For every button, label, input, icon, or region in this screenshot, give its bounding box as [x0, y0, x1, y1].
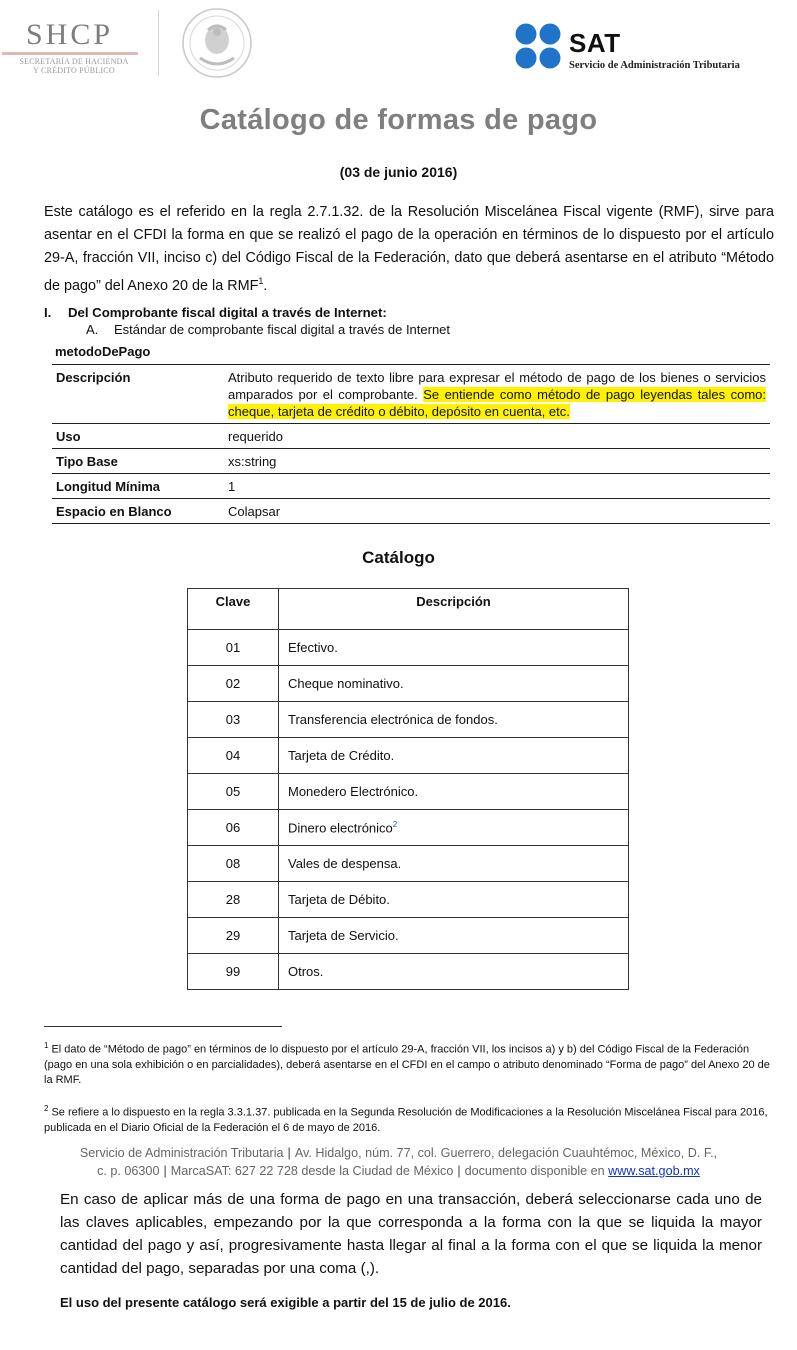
- catalog-descripcion: Monedero Electrónico.: [279, 774, 629, 810]
- footnote-separator: [44, 1026, 282, 1027]
- section-title: Del Comprobante fiscal digital a través de Internet:: [68, 305, 387, 320]
- catalog-descripcion: Vales de despensa.: [279, 846, 629, 882]
- catalog-clave: 05: [188, 774, 279, 810]
- catalog-col-descripcion: Descripción: [279, 589, 629, 630]
- footnote-text: El dato de “Método de pago” en términos de lo dispuesto por el artículo 29-A, fracción VII, los incisos a) y b) del Código Fiscal de la Federación (pago en una sola exhibición o en parcialidades), deberá asentarse en el CFDI en el campo o atributo denominado “Forma de pago” del Anexo 20 de la RMF.: [44, 1043, 770, 1086]
- intro-footnote-ref: 1: [258, 276, 264, 286]
- catalog-descripcion: Otros.: [279, 954, 629, 990]
- catalog-col-clave: Clave: [188, 589, 279, 630]
- section-number: I.: [44, 305, 52, 320]
- footnote-number: 2: [44, 1104, 49, 1113]
- catalog-descripcion: Cheque nominativo.: [279, 666, 629, 702]
- catalog-row: [188, 738, 629, 774]
- footer-address: Av. Hidalgo, núm. 77, col. Guerrero, delegación Cuauhtémoc, México, D. F.,: [294, 1146, 718, 1160]
- catalog-row: [188, 702, 629, 738]
- sat-logo-icon: [514, 22, 564, 72]
- shcp-logo-text: SHCP: [26, 18, 114, 51]
- footer-org: Servicio de Administración Tributaria: [79, 1146, 284, 1160]
- footer-line-2: [40, 1162, 757, 1180]
- catalog-descripcion: [279, 810, 629, 846]
- catalog-clave: 06: [188, 810, 279, 846]
- footnote-number: 1: [44, 1041, 49, 1050]
- catalog-row: [188, 666, 629, 702]
- attribute-row: [52, 424, 770, 449]
- intro-end: .: [263, 277, 268, 294]
- attribute-label: Uso: [52, 424, 224, 449]
- catalog-row: [188, 774, 629, 810]
- sat-website-link[interactable]: www.sat.gob.mx: [608, 1164, 700, 1178]
- final-note: El uso del presente catálogo será exigible a partir del 15 de julio de 2016.: [60, 1295, 511, 1310]
- catalog-descripcion-text: Dinero electrónico: [288, 820, 393, 836]
- shcp-sub-line1: SECRETARÍA DE HACIENDA: [19, 57, 129, 66]
- sat-subtitle: Servicio de Administración Tributaria: [569, 60, 740, 71]
- attribute-label: Descripción: [52, 365, 224, 424]
- catalog-row: [188, 954, 629, 990]
- footnote-2-ref[interactable]: 2: [392, 819, 398, 829]
- catalog-clave: 03: [188, 702, 279, 738]
- footnote-2: [44, 1101, 774, 1136]
- header-divider: [158, 10, 159, 76]
- intro-paragraph: [44, 201, 774, 298]
- closing-paragraph: En caso de aplicar más de una forma de pago en una transacción, deberá seleccionarse cada uno de las claves aplicables, empezando por la que corresponda a la forma con la que se liquida la mayor cantidad del pago y así, progresivamente hasta llegar al final a la forma con el que se liquida la menor cantidad del pago, separadas por una coma (,).: [60, 1191, 762, 1277]
- catalog-clave: 01: [188, 630, 279, 666]
- mexico-seal-icon: [178, 6, 256, 80]
- footer-separator: |: [163, 1164, 167, 1178]
- catalog-clave: 08: [188, 846, 279, 882]
- shcp-logo-divider: [2, 52, 138, 55]
- footer-availability: documento disponible en: [464, 1164, 605, 1178]
- catalog-descripcion: Tarjeta de Servicio.: [279, 918, 629, 954]
- attribute-row: [52, 449, 770, 474]
- descripcion-highlight: Se entiende como método de pago leyendas tales como: cheque, tarjeta de crédito o débito, depósito en cuenta, etc.: [228, 387, 766, 419]
- catalog-descripcion: Tarjeta de Crédito.: [279, 738, 629, 774]
- catalog-clave: 29: [188, 918, 279, 954]
- attribute-value: xs:string: [224, 449, 770, 474]
- catalog-clave: 99: [188, 954, 279, 990]
- footer-line-1: [40, 1144, 757, 1162]
- catalog-row: [188, 918, 629, 954]
- catalog-table: [187, 588, 629, 990]
- shcp-logo-subtitle: [15, 57, 133, 75]
- attribute-value: requerido: [224, 424, 770, 449]
- subsection-letter: A.: [86, 322, 99, 337]
- shcp-sub-line2: Y CRÉDITO PÚBLICO: [33, 66, 115, 75]
- document-date: (03 de junio 2016): [339, 164, 458, 180]
- footnote-1: [44, 1038, 774, 1088]
- attribute-label: Longitud Mínima: [52, 474, 224, 499]
- descripcion-text: Atributo requerido de texto libre para expresar el método de pago de los bienes o servicios amparados por el comprobante.: [228, 370, 766, 402]
- catalog-clave: 02: [188, 666, 279, 702]
- section-heading: [44, 305, 387, 320]
- catalog-descripcion: Transferencia electrónica de fondos.: [279, 702, 629, 738]
- attribute-table: [52, 364, 770, 524]
- catalog-row: [188, 882, 629, 918]
- footer-postal-code: c. p. 06300: [97, 1164, 160, 1178]
- catalog-row: [188, 630, 629, 666]
- page-footer: [40, 1144, 757, 1180]
- attribute-row-descripcion: [52, 365, 770, 424]
- catalog-clave: 28: [188, 882, 279, 918]
- attribute-value: Colapsar: [224, 499, 770, 524]
- catalog-title: Catálogo: [362, 548, 435, 567]
- attribute-label: Tipo Base: [52, 449, 224, 474]
- sat-logo-text: SAT: [569, 28, 621, 58]
- footer-separator: |: [457, 1164, 461, 1178]
- intro-text: Este catálogo es el referido en la regla 2.7.1.32. de la Resolución Miscelánea Fiscal vigente (RMF), sirve para asentar en el CFDI la forma en que se realizó el pago de la operación en términos de lo dispuesto por el artículo 29-A, fracción VII, inciso c) del Código Fiscal de la Federación, dato que deberá asentarse en el atributo “Método de pago” del Anexo 20 de la RMF: [44, 204, 774, 294]
- subsection-title: Estándar de comprobante fiscal digital a través de Internet: [114, 322, 451, 337]
- attribute-value: 1: [224, 474, 770, 499]
- page-title: Catálogo de formas de pago: [199, 104, 598, 136]
- attribute-name: metodoDePago: [55, 344, 151, 359]
- attribute-value: [224, 365, 770, 424]
- footer-phone: MarcaSAT: 627 22 728 desde la Ciudad de México: [170, 1164, 454, 1178]
- catalog-descripcion: Efectivo.: [279, 630, 629, 666]
- catalog-row: [188, 846, 629, 882]
- catalog-descripcion: Tarjeta de Débito.: [279, 882, 629, 918]
- catalog-header-row: [188, 589, 629, 630]
- attribute-row: [52, 474, 770, 499]
- subsection-heading: [86, 322, 450, 337]
- attribute-row: [52, 499, 770, 524]
- footnote-text: Se refiere a lo dispuesto en la regla 3.3.1.37. publicada en la Segunda Resolución de Modificaciones a la Resolución Miscelánea Fiscal para 2016, publicada en el Diario Oficial de la Federación el 6 de mayo de 2016.: [44, 1106, 768, 1134]
- catalog-row: [188, 810, 629, 846]
- footer-separator: |: [287, 1146, 291, 1160]
- catalog-clave: 04: [188, 738, 279, 774]
- attribute-label: Espacio en Blanco: [52, 499, 224, 524]
